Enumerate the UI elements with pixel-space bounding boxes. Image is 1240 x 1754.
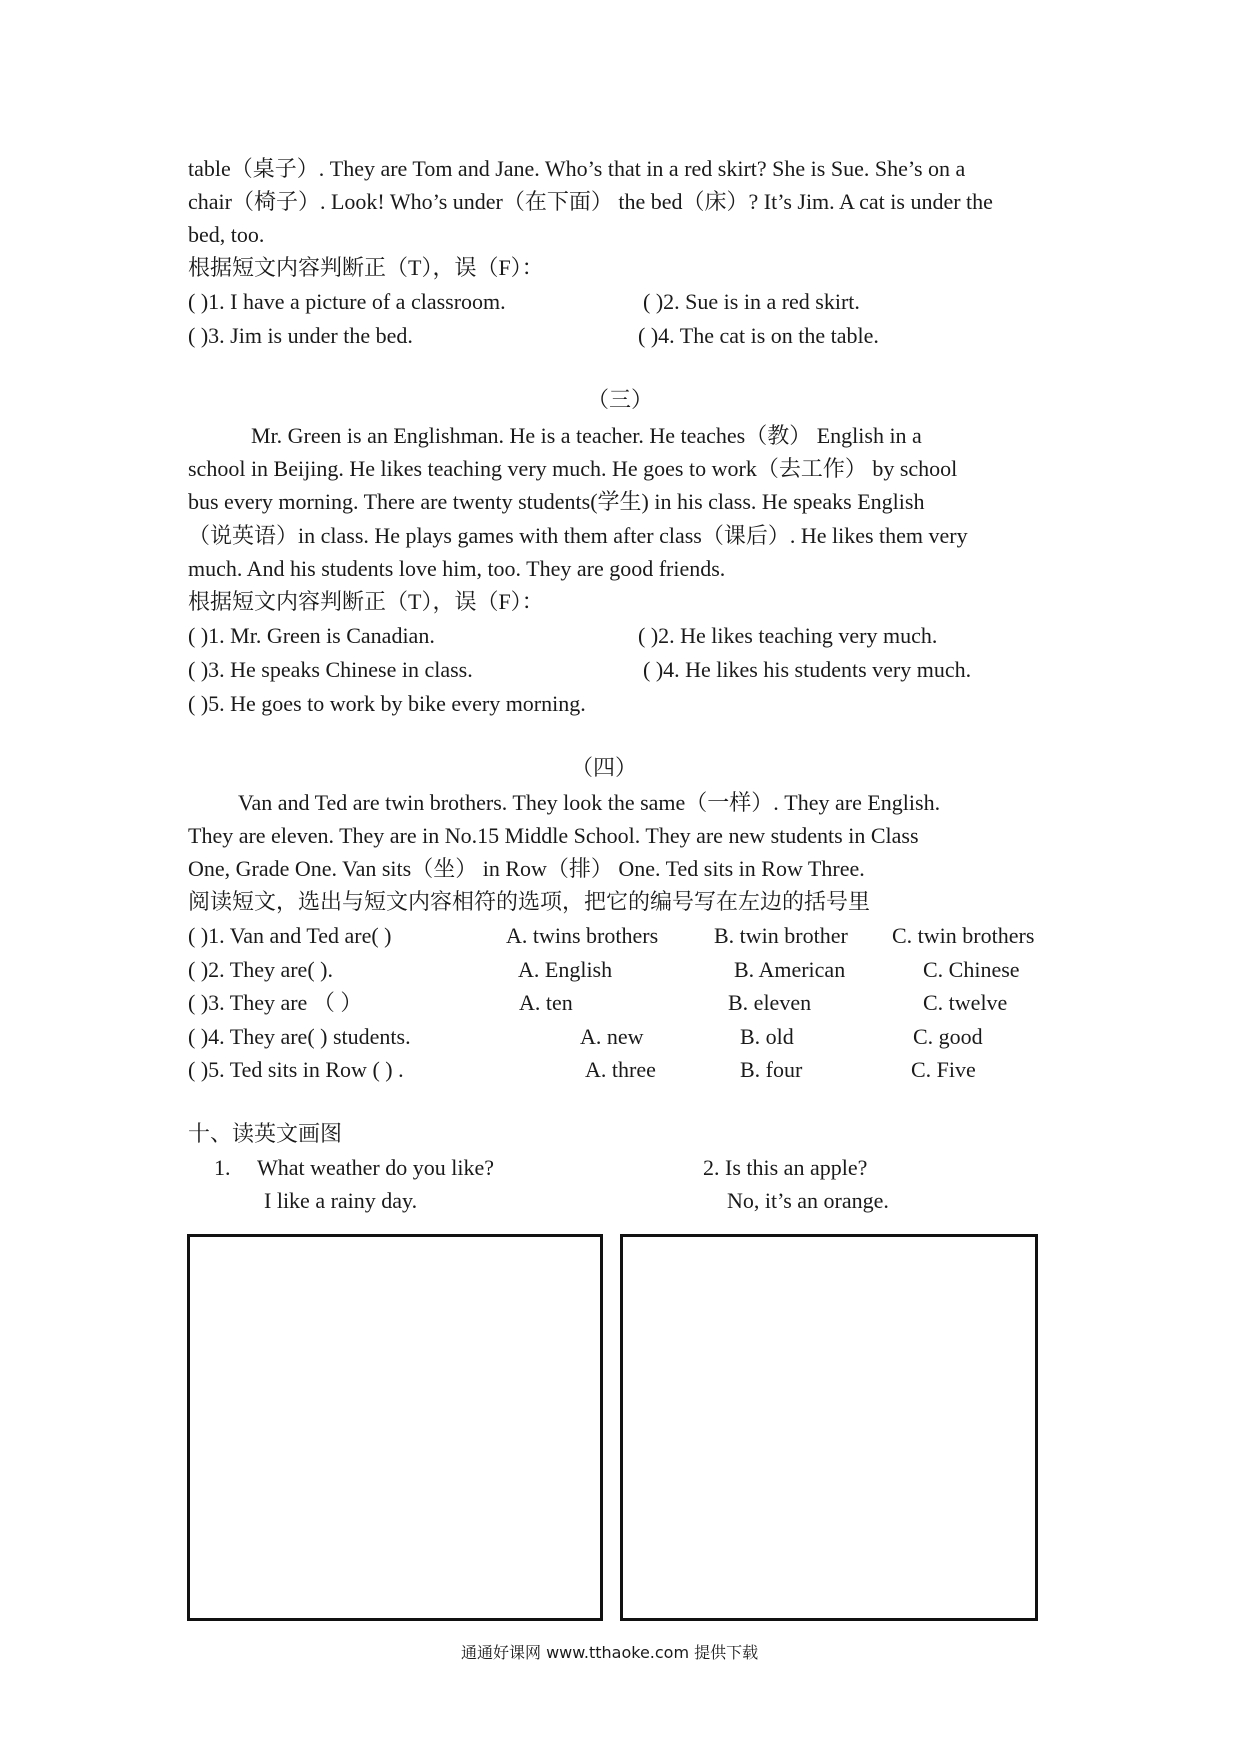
drawing-box-1[interactable] — [187, 1234, 603, 1621]
question-item: ( )2. He likes teaching very much. — [638, 623, 938, 648]
option-a: A. ten — [519, 990, 573, 1015]
option-b: B. eleven — [728, 990, 812, 1015]
drawing-box-2[interactable] — [620, 1234, 1038, 1621]
mc-question: ( )4. They are( ) students. — [188, 1024, 411, 1049]
question-item: ( )1. I have a picture of a classroom. — [188, 289, 506, 314]
passage-line: bed, too. — [188, 222, 265, 247]
section-heading: 十、读英文画图 — [188, 1121, 343, 1146]
option-a: A. English — [518, 957, 613, 982]
item-number: 1. — [214, 1155, 231, 1180]
question-item: ( )1. Mr. Green is Canadian. — [188, 623, 435, 648]
instruction: 阅读短文，选出与短文内容相符的选项，把它的编号写在左边的括号里 — [188, 889, 871, 914]
passage-line: table（桌子）. They are Tom and Jane. Who’s that in a red skirt? She is Sue. She’s on a — [188, 156, 966, 181]
question-item: ( )4. He likes his students very much. — [643, 657, 972, 682]
mc-question: ( )1. Van and Ted are( ) — [188, 923, 392, 948]
draw-answer: No, it’s an orange. — [727, 1188, 889, 1213]
passage-line: One, Grade One. Van sits（坐） in Row（排） One. Ted sits in Row Three. — [188, 856, 865, 881]
instruction: 根据短文内容判断正（T），误（F）： — [188, 255, 544, 280]
passage-line: school in Beijing. He likes teaching very much. He goes to work（去工作） by school — [188, 456, 958, 481]
draw-question: 2. Is this an apple? — [703, 1155, 868, 1180]
draw-answer: I like a rainy day. — [264, 1188, 418, 1213]
question-item: ( )3. Jim is under the bed. — [188, 323, 413, 348]
passage-line: （说英语）in class. He plays games with them after class（课后）. He likes them very — [188, 523, 968, 548]
passage-line: bus every morning. There are twenty students(学生) in his class. He speaks English — [188, 489, 925, 514]
question-item: ( )5. He goes to work by bike every morning. — [188, 691, 586, 716]
option-c: C. good — [913, 1024, 983, 1049]
option-c: C. Five — [911, 1057, 976, 1082]
option-a: A. twins brothers — [506, 923, 659, 948]
passage-line: Mr. Green is an Englishman. He is a teacher. He teaches（教） English in a — [251, 423, 922, 448]
section-title: （四） — [570, 755, 637, 780]
option-c: C. twin brothers — [892, 923, 1035, 948]
question-item: ( )2. Sue is in a red skirt. — [643, 289, 860, 314]
option-b: B. four — [740, 1057, 803, 1082]
passage-line: They are eleven. They are in No.15 Middle School. They are new students in Class — [188, 823, 919, 848]
option-b: B. old — [740, 1024, 794, 1049]
question-item: ( )4. The cat is on the table. — [638, 323, 879, 348]
passage-line: chair（椅子）. Look! Who’s under（在下面） the bed（床）? It’s Jim. A cat is under the — [188, 189, 993, 214]
mc-question: ( )2. They are( ). — [188, 957, 333, 982]
draw-question: What weather do you like? — [257, 1155, 495, 1180]
option-a: A. three — [585, 1057, 656, 1082]
question-item: ( )3. He speaks Chinese in class. — [188, 657, 473, 682]
option-a: A. new — [580, 1024, 644, 1049]
mc-question: ( )3. They are （ ） — [188, 990, 363, 1015]
option-b: B. twin brother — [714, 923, 848, 948]
passage-line: Van and Ted are twin brothers. They look the same（一样）. They are English. — [238, 790, 941, 815]
option-c: C. twelve — [923, 990, 1008, 1015]
page-footer: 通通好课网 www.tthaoke.com 提供下载 — [461, 1643, 759, 1662]
section-title: （三） — [586, 387, 653, 412]
passage-line: much. And his students love him, too. They are good friends. — [188, 556, 726, 581]
option-c: C. Chinese — [923, 957, 1020, 982]
option-b: B. American — [734, 957, 846, 982]
mc-question: ( )5. Ted sits in Row ( ) . — [188, 1057, 404, 1082]
instruction: 根据短文内容判断正（T），误（F）： — [188, 589, 544, 614]
